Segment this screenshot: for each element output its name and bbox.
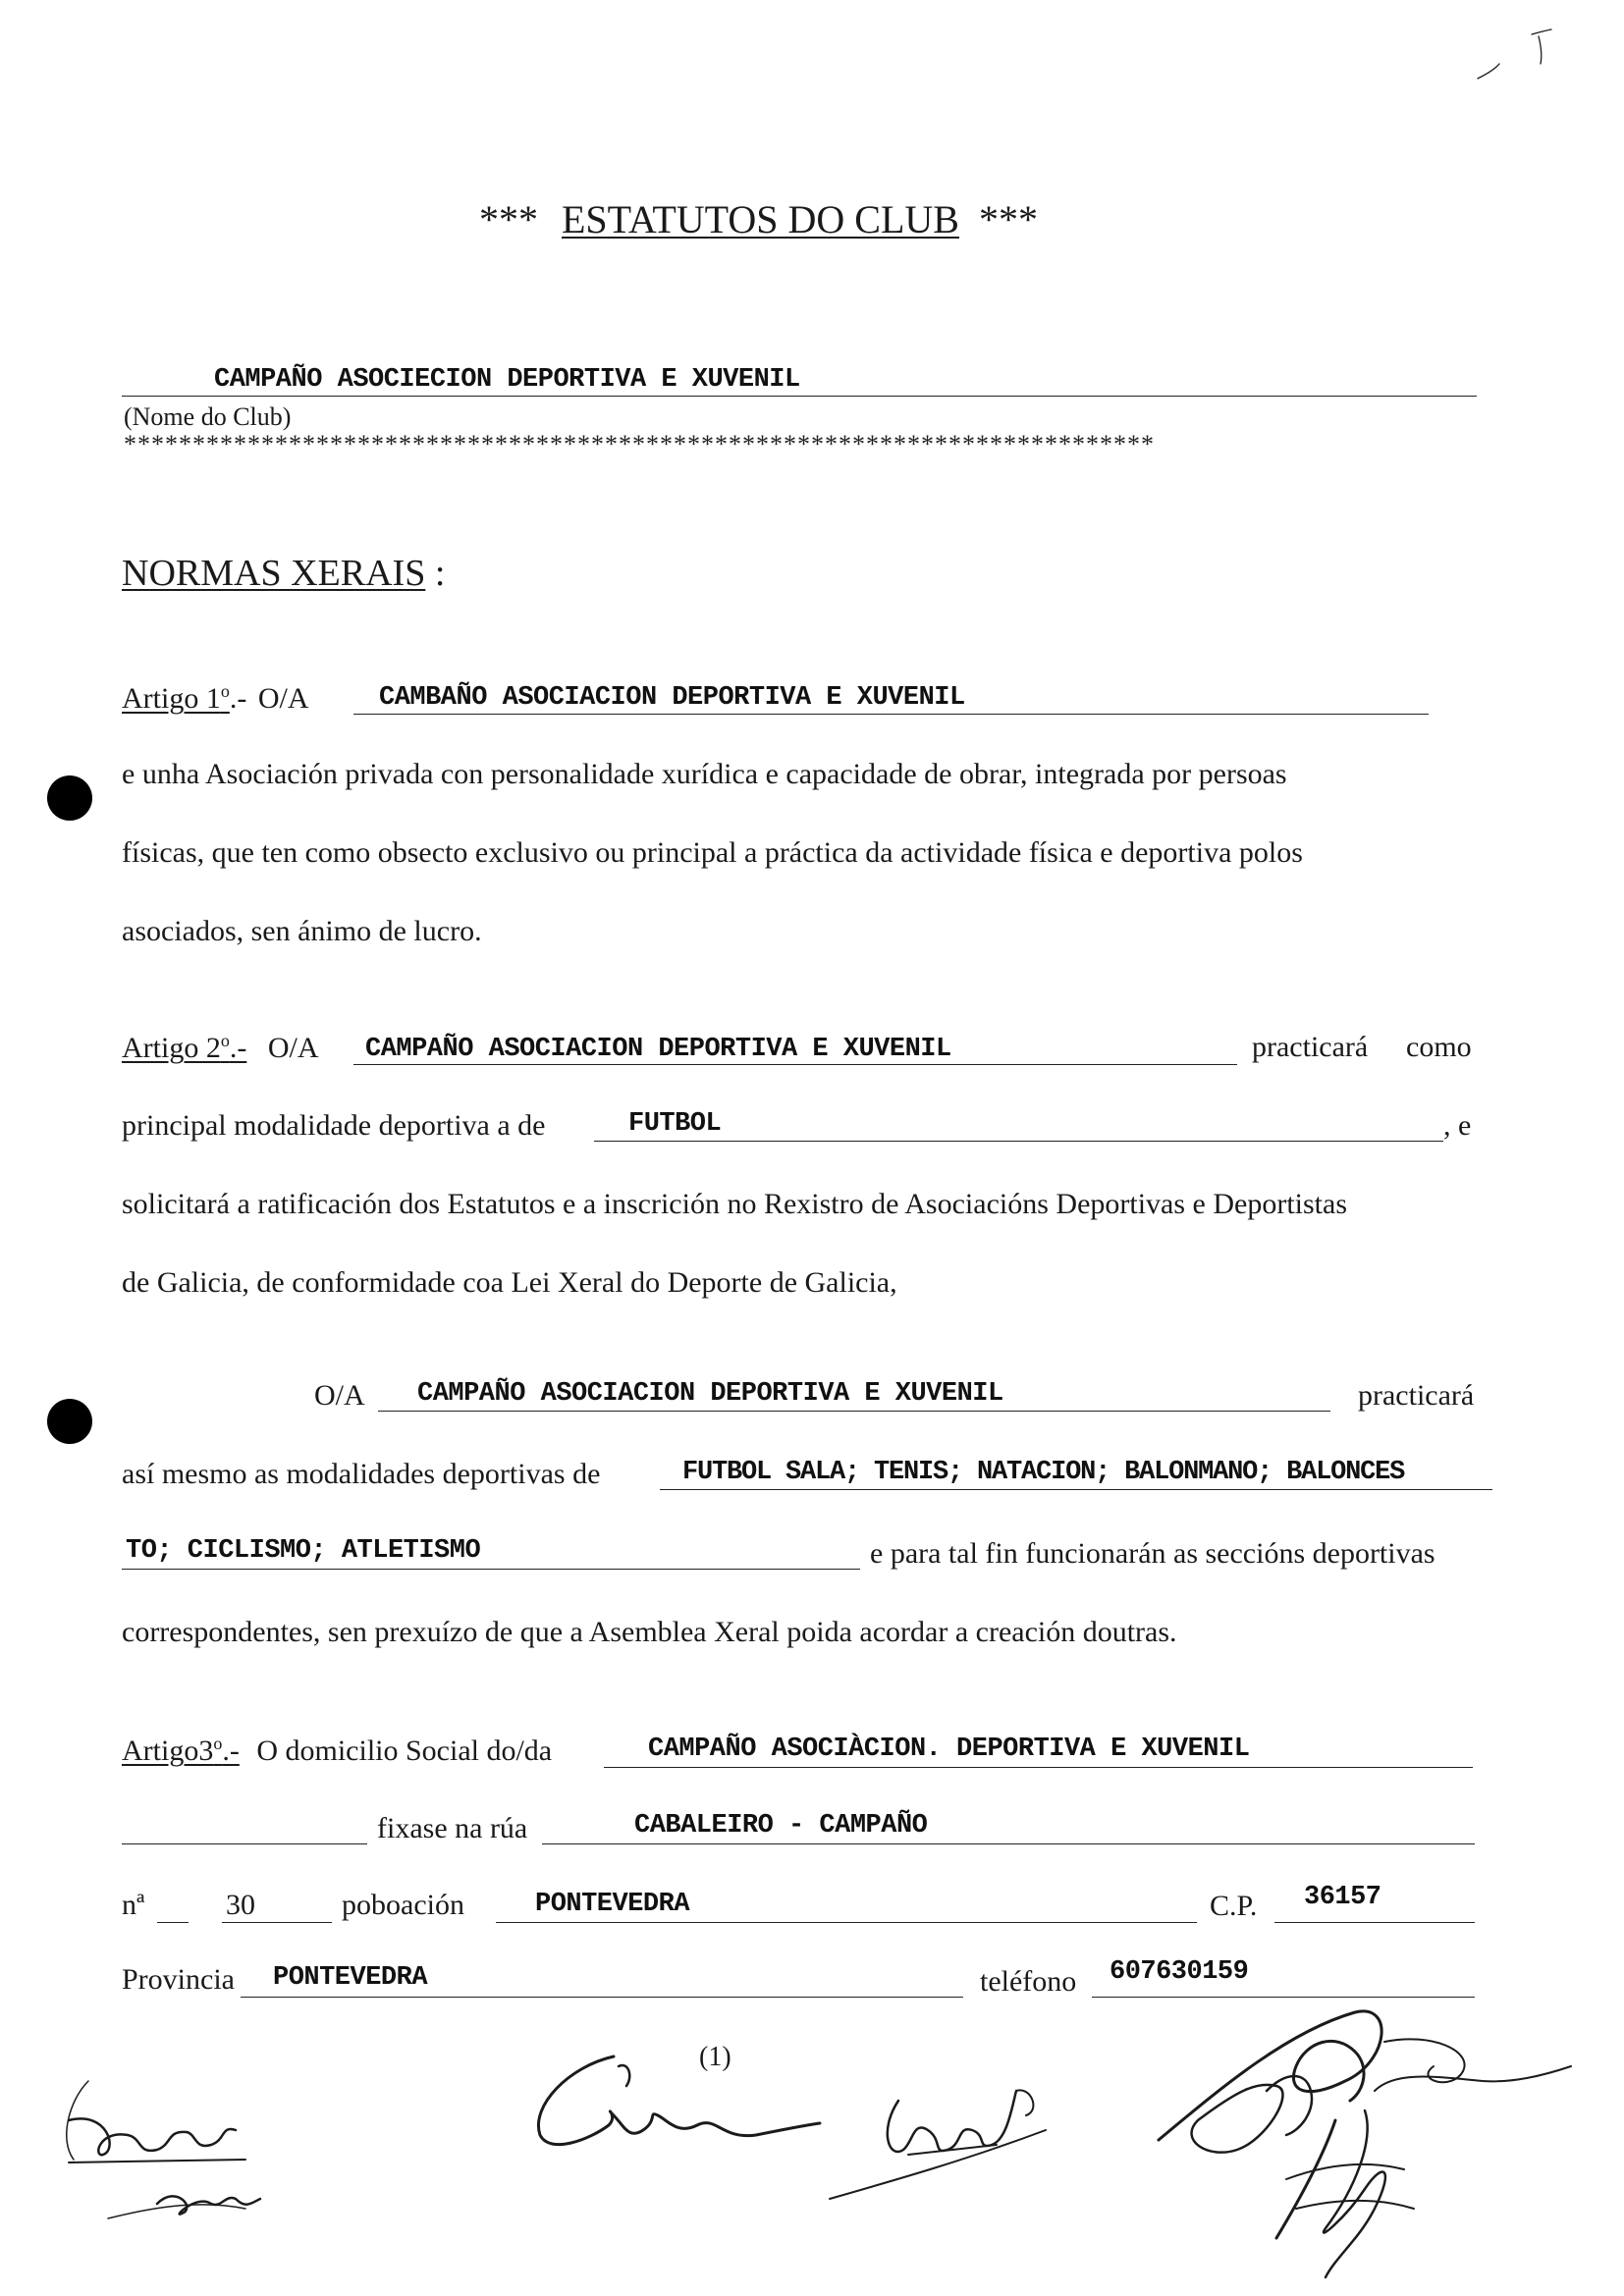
block2-name-value: CAMPAÑO ASOCIACION DEPORTIVA E XUVENIL: [417, 1379, 1003, 1409]
art3-town-line: [496, 1922, 1197, 1923]
document-title: [479, 196, 1038, 242]
art1-label: Artigo 1$^o$.- O/A: [122, 681, 309, 715]
art1-oa: O/A: [257, 682, 309, 715]
art2-name-value: CAMPAÑO ASOCIACION DEPORTIVA E XUVENIL: [365, 1035, 951, 1064]
title-stars-right: ***: [978, 197, 1038, 241]
club-name-caption: (Nome do Club): [124, 402, 292, 431]
art3-num-line-a: [157, 1922, 189, 1923]
art3-province-line: [241, 1997, 963, 1998]
art3-telefono-label: teléfono: [980, 1965, 1077, 1998]
art2-label: Artigo 2$^o$.- O/A: [122, 1031, 319, 1064]
art3-num-label: nª: [122, 1889, 145, 1921]
block2-sports-line-2: [122, 1569, 860, 1570]
art3-poboacion-label: poboación: [342, 1889, 464, 1921]
separator-stars: ***************************************************************************: [124, 430, 1155, 458]
art3-name-value: CAMPAÑO ASOCIÀCION. DEPORTIVA E XUVENIL: [648, 1735, 1250, 1764]
art1-line-1: e unha Asociación privada con personalidade xurídica e capacidade de obrar, integrada por persoas: [122, 758, 1287, 790]
art2-comma-e: , e: [1443, 1109, 1472, 1142]
art3-label: Artigo3$^o$.- O domicilio Social do/da: [122, 1734, 553, 1767]
corner-mark: [1468, 25, 1566, 83]
art3-blank-line: [122, 1843, 367, 1844]
signature-1: [49, 2061, 304, 2258]
section-heading-text: NORMAS XERAIS: [122, 553, 426, 594]
art3-town-value: PONTEVEDRA: [535, 1890, 690, 1919]
art3-cp-label: C.P.: [1210, 1890, 1258, 1922]
block2-after-sports: e para tal fin funcionarán as seccións deportivas: [870, 1537, 1435, 1570]
art2-sport-value: FUTBOL: [628, 1109, 722, 1139]
block2-sports-line-1: [660, 1489, 1492, 1490]
punch-hole-bullet-2: [47, 1399, 92, 1444]
art3-street-value: CABALEIRO - CAMPAÑO: [634, 1811, 928, 1841]
art3-street-line: [542, 1843, 1475, 1844]
block2-sports-value-2: TO; CICLISMO; ATLETISMO: [126, 1536, 481, 1566]
art3-province-value: PONTEVEDRA: [273, 1963, 428, 1993]
block2-name-line: [378, 1411, 1330, 1412]
art2-oa: O/A: [267, 1032, 319, 1064]
art3-name-line: [604, 1767, 1473, 1768]
art3-number-value: 30: [226, 1889, 255, 1921]
art3-cp-line: [1274, 1922, 1475, 1923]
art3-provincia-label: Provincia: [122, 1963, 235, 1996]
art2-como: como: [1406, 1031, 1472, 1063]
art1-line-2: físicas, que ten como obsecto exclusivo ou principal a práctica da actividade física e deportiva polos: [122, 836, 1303, 869]
art3-fixase-text: fixase na rúa: [377, 1812, 528, 1844]
signature-3: [820, 2052, 1114, 2218]
art3-num-line-b: [222, 1922, 332, 1923]
block2-last-line: correspondentes, sen prexuízo de que a Asemblea Xeral poida acordar a creación doutras.: [122, 1616, 1177, 1648]
art1-name-value: CAMBAÑO ASOCIACION DEPORTIVA E XUVENIL: [379, 683, 965, 713]
page-number: (1): [699, 2042, 731, 2072]
art2-principal-text: principal modalidade deportiva a de: [122, 1109, 546, 1142]
art1-line-3: asociados, sen ánimo de lucro.: [122, 915, 482, 947]
art2-name-line: [353, 1064, 1237, 1065]
block2-asi-text: así mesmo as modalidades deportivas de: [122, 1458, 601, 1490]
club-name-value: CAMPAÑO ASOCIECION DEPORTIVA E XUVENIL: [214, 365, 800, 395]
punch-hole-bullet: [47, 775, 92, 821]
art3-phone-value: 607630159: [1110, 1957, 1249, 1987]
club-name-line: [122, 396, 1477, 397]
block2-oa: O/A: [314, 1379, 365, 1412]
block2-practicara: practicará: [1358, 1379, 1475, 1412]
signature-4: [1139, 1973, 1581, 2287]
section-heading: [122, 552, 445, 595]
art1-name-line: [353, 714, 1429, 715]
art2-practicara: practicará: [1252, 1031, 1369, 1063]
art3-cp-value: 36157: [1304, 1883, 1381, 1912]
title-stars-left: ***: [479, 197, 538, 241]
section-heading-colon: :: [434, 553, 446, 594]
art3-domicilio-text: O domicilio Social do/da: [256, 1735, 553, 1767]
signature-2: [511, 2047, 835, 2164]
block2-sports-value-1: FUTBOL SALA; TENIS; NATACION; BALONMANO; BALONCES: [682, 1458, 1405, 1487]
art2-sport-line: [594, 1141, 1443, 1142]
art2-line-2: de Galicia, de conformidade coa Lei Xeral do Deporte de Galicia,: [122, 1266, 897, 1299]
art2-line-1: solicitará a ratificación dos Estatutos e a inscrición no Rexistro de Asociacións Deportivas e Deportistas: [122, 1188, 1347, 1220]
title-text: ESTATUTOS DO CLUB: [562, 197, 959, 241]
